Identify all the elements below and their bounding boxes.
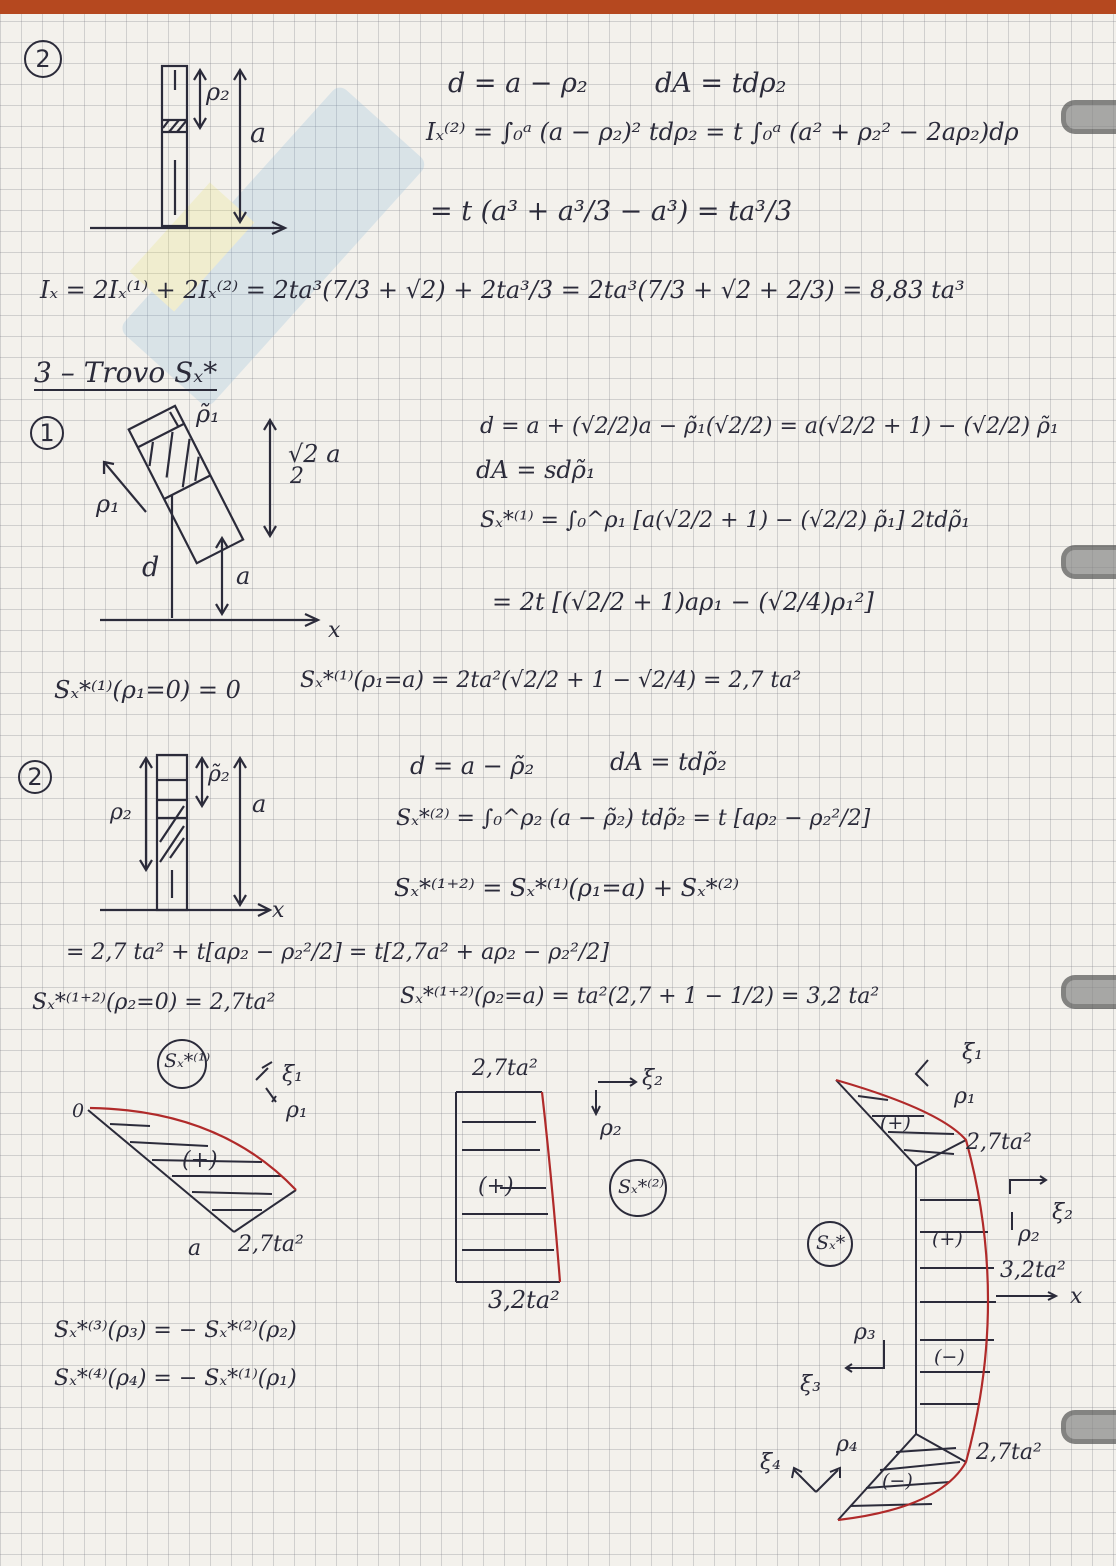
heading-text: 3 – Trovo Sₓ* xyxy=(34,356,218,389)
diagram3-xi2: ξ₂ xyxy=(1052,1200,1073,1225)
fig-label-a: a xyxy=(250,118,267,149)
static-moment-expanded: = 2,7 ta² + t[aρ₂ − ρ₂²/2] = t[2,7a² + aρ₂ − ρ₂²/2] xyxy=(66,940,609,965)
diagram3-xi4: ξ₄ xyxy=(760,1450,781,1475)
fig-label-x: x xyxy=(272,898,285,923)
diagram3-sign-low: (−) xyxy=(934,1346,965,1368)
symmetry-relation-3: Sₓ*⁽³⁾(ρ₃) = − Sₓ*⁽²⁾(ρ₂) xyxy=(54,1318,297,1343)
diagram2-sign: (+) xyxy=(478,1174,514,1199)
diagram2-rho: ρ₂ xyxy=(600,1116,622,1141)
static-moment-integral: Sₓ*⁽²⁾ = ∫₀^ρ₂ (a − ρ̃₂) tdρ̃₂ = t [aρ₂ − ρ₂²/2] xyxy=(396,806,871,831)
fig-label-a: a xyxy=(236,562,251,590)
static-moment-sum: Sₓ*⁽¹⁺²⁾ = Sₓ*⁽¹⁾(ρ₁=a) + Sₓ*⁽²⁾ xyxy=(394,874,740,902)
dA-equation: dA = tdρ₂ xyxy=(655,68,787,99)
diagram3-xi1: ξ₁ xyxy=(962,1040,983,1065)
fig-label-rho: ρ₁ xyxy=(96,490,120,518)
diagram3-sign-bottom: (−) xyxy=(882,1470,913,1492)
static-moment-result: = 2t [(√2/2 + 1)aρ₁ − (√2/4)ρ₁²] xyxy=(492,588,874,616)
fig-label-d: d xyxy=(142,552,160,583)
diagram2-bottom-value: 3,2ta² xyxy=(488,1286,560,1314)
section-number: 2 xyxy=(18,760,52,794)
fig-label-sqrt2-a: √2 a xyxy=(288,440,341,468)
d-equation: d = a − ρ̃₂ xyxy=(410,752,535,780)
diagram3-rho3: ρ₃ xyxy=(854,1320,876,1345)
diagram2-xi: ξ₂ xyxy=(642,1066,663,1091)
diagram1-sign: (+) xyxy=(182,1148,218,1173)
symmetry-relation-4: Sₓ*⁽⁴⁾(ρ₄) = − Sₓ*⁽¹⁾(ρ₁) xyxy=(54,1366,297,1391)
section-number: 1 xyxy=(30,416,64,450)
value-rho-a: Sₓ*⁽¹⁾(ρ₁=a) = 2ta²(√2/2 + 1 − √2/4) = 2,7 ta² xyxy=(300,668,802,693)
diagram3-value-top: 2,7ta² xyxy=(966,1130,1032,1155)
diagram2-title: Sₓ*⁽²⁾ xyxy=(618,1176,665,1198)
diagram1-value: 2,7ta² xyxy=(238,1232,304,1257)
d-equation: d = a + (√2/2)a − ρ̃₁(√2/2) = a(√2/2 + 1) − (√2/2) ρ̃₁ xyxy=(480,414,1059,439)
diagram1-a: a xyxy=(188,1236,202,1261)
static-moment-integral: Sₓ*⁽¹⁾ = ∫₀^ρ₁ [a(√2/2 + 1) − (√2/2) ρ̃₁] 2tdρ̃₁ xyxy=(480,508,971,533)
fig-label-rho-tilde: ρ̃₁ xyxy=(196,400,220,428)
diagram1-zero: 0 xyxy=(72,1100,85,1122)
diagram3-xi3: ξ₃ xyxy=(800,1372,821,1397)
fig-label-rho: ρ₂ xyxy=(206,78,230,106)
fig-label-a: a xyxy=(252,790,267,818)
diagram3-sign-top: (+) xyxy=(880,1112,911,1134)
diagram1-xi: ξ₁ xyxy=(282,1062,303,1087)
value-rho-zero: Sₓ*⁽¹⁾(ρ₁=0) = 0 xyxy=(54,676,241,704)
diagram3-x-axis-label: x xyxy=(1070,1284,1083,1309)
diagram3-rho1: ρ₁ xyxy=(954,1084,976,1109)
diagram1-rho: ρ₁ xyxy=(286,1098,308,1123)
diagram1-title: Sₓ*⁽¹⁾ xyxy=(164,1050,211,1072)
fig-label-rho: ρ₂ xyxy=(110,800,132,825)
fig-label-x: x xyxy=(328,618,341,643)
diagram2-top-value: 2,7ta² xyxy=(472,1056,538,1081)
d-equation: d = a − ρ₂ xyxy=(448,68,588,99)
inertia-result: = t (a³ + a³/3 − a³) = ta³/3 xyxy=(430,196,793,227)
value-rho-zero: Sₓ*⁽¹⁺²⁾(ρ₂=0) = 2,7ta² xyxy=(32,990,276,1015)
dA-equation: dA = sdρ̃₁ xyxy=(476,456,596,484)
diagram3-rho2: ρ₂ xyxy=(1018,1222,1040,1247)
Ix-total-line: Iₓ = 2Iₓ⁽¹⁾ + 2Iₓ⁽²⁾ = 2ta³(7/3 + √2) + 2ta³/3 = 2ta³(7/3 + √2 + 2/3) = 8,83 ta³ xyxy=(40,276,965,304)
diagram3-value-mid: 3,2ta² xyxy=(1000,1258,1066,1283)
fig-label-rho-tilde: ρ̃₂ xyxy=(208,762,230,787)
diagram3-sign-mid: (+) xyxy=(932,1228,963,1250)
section-number: 2 xyxy=(24,40,62,78)
dA-equation: dA = tdρ̃₂ xyxy=(610,748,727,776)
value-rho-a: Sₓ*⁽¹⁺²⁾(ρ₂=a) = ta²(2,7 + 1 − 1/2) = 3,2 ta² xyxy=(400,984,880,1009)
fig-label-two: 2 xyxy=(290,464,304,489)
diagram3-title: Sₓ* xyxy=(816,1232,846,1254)
inertia-integral: Iₓ⁽²⁾ = ∫₀ᵃ (a − ρ₂)² tdρ₂ = t ∫₀ᵃ (a² + ρ₂² − 2aρ₂)dρ xyxy=(426,118,1019,146)
diagram3-value-bottom: 2,7ta² xyxy=(976,1440,1042,1465)
diagram3-rho4: ρ₄ xyxy=(836,1432,858,1457)
